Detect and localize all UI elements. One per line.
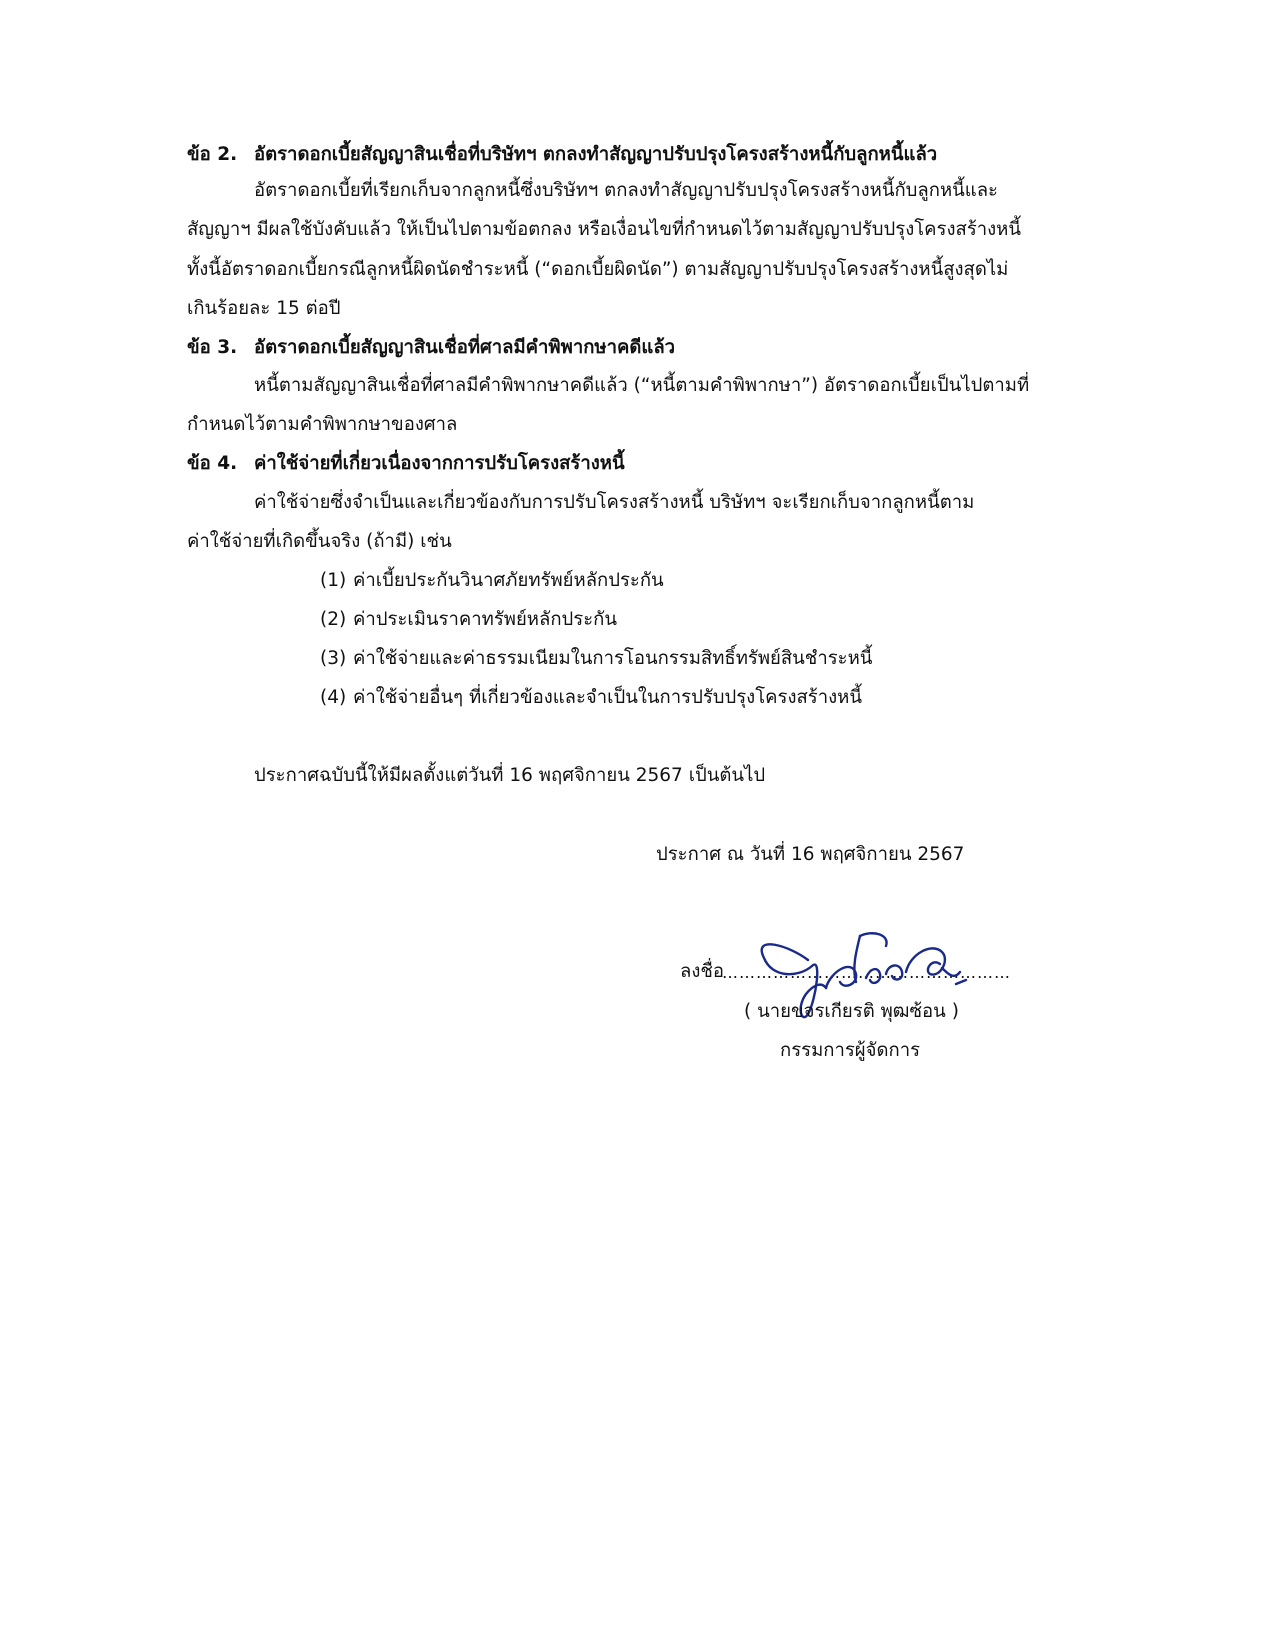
list-item-2-text: ค่าประเมินราคาทรัพย์หลักประกัน bbox=[353, 609, 617, 630]
list-item-4-number: (4) bbox=[320, 687, 347, 708]
signature-dotted-line: …………………………………………… bbox=[722, 963, 1011, 982]
signatory-name: ( นายขจรเกียรติ พุฒซ้อน ) bbox=[744, 1001, 959, 1022]
clause-2-number: ข้อ 2. bbox=[187, 144, 238, 165]
list-item-3-text: ค่าใช้จ่ายและค่าธรรมเนียมในการโอนกรรมสิทธิ์ทรัพย์สินชำระหนี้ bbox=[353, 648, 873, 669]
clause-3-line-2: กำหนดไว้ตามคำพิพากษาของศาล bbox=[187, 414, 458, 435]
effective-date-statement: ประกาศฉบับนี้ให้มีผลตั้งแต่วันที่ 16 พฤศจิกายน 2567 เป็นต้นไป bbox=[254, 765, 766, 786]
clause-4-line-2: ค่าใช้จ่ายที่เกิดขึ้นจริง (ถ้ามี) เช่น bbox=[187, 531, 452, 552]
clause-2-line-3: ทั้งนี้อัตราดอกเบี้ยกรณีลูกหนี้ผิดนัดชำระหนี้ (“ดอกเบี้ยผิดนัด”) ตามสัญญาปรับปรุงโครงสร้างหนี้สูงสุดไม่ bbox=[187, 259, 1009, 280]
clause-2-line-1: อัตราดอกเบี้ยที่เรียกเก็บจากลูกหนี้ซึ่งบริษัทฯ ตกลงทำสัญญาปรับปรุงโครงสร้างหนี้กับลูกหนี้และ bbox=[254, 180, 998, 201]
clause-3-number: ข้อ 3. bbox=[187, 337, 238, 358]
list-item-4-text: ค่าใช้จ่ายอื่นๆ ที่เกี่ยวข้องและจำเป็นในการปรับปรุงโครงสร้างหนี้ bbox=[353, 687, 862, 708]
clause-3-line-1: หนี้ตามสัญญาสินเชื่อที่ศาลมีคำพิพากษาคดีแล้ว (“หนี้ตามคำพิพากษา”) อัตราดอกเบี้ยเป็นไปตามที่ bbox=[254, 375, 1030, 396]
list-item-3-number: (3) bbox=[320, 648, 347, 669]
clause-3-title: อัตราดอกเบี้ยสัญญาสินเชื่อที่ศาลมีคำพิพากษาคดีแล้ว bbox=[254, 337, 676, 358]
announcement-date: ประกาศ ณ วันที่ 16 พฤศจิกายน 2567 bbox=[656, 844, 965, 865]
list-item-1-number: (1) bbox=[320, 570, 347, 591]
clause-4-number: ข้อ 4. bbox=[187, 453, 238, 474]
list-item-2-number: (2) bbox=[320, 609, 347, 630]
clause-2-line-4: เกินร้อยละ 15 ต่อปี bbox=[187, 298, 341, 319]
clause-2-line-2: สัญญาฯ มีผลใช้บังคับแล้ว ให้เป็นไปตามข้อตกลง หรือเงื่อนไขที่กำหนดไว้ตามสัญญาปรับปรุงโครงสร้างหนี้ bbox=[187, 219, 1022, 240]
clause-2-title: อัตราดอกเบี้ยสัญญาสินเชื่อที่บริษัทฯ ตกลงทำสัญญาปรับปรุงโครงสร้างหนี้กับลูกหนี้แล้ว bbox=[254, 144, 938, 165]
clause-4-line-1: ค่าใช้จ่ายซึ่งจำเป็นและเกี่ยวข้องกับการปรับโครงสร้างหนี้ บริษัทฯ จะเรียกเก็บจากลูกหนี้ตาม bbox=[254, 492, 975, 513]
clause-4-title: ค่าใช้จ่ายที่เกี่ยวเนื่องจากการปรับโครงสร้างหนี้ bbox=[254, 453, 625, 474]
signature-label: ลงชื่อ bbox=[680, 961, 725, 982]
list-item-1-text: ค่าเบี้ยประกันวินาศภัยทรัพย์หลักประกัน bbox=[353, 570, 664, 591]
signatory-position: กรรมการผู้จัดการ bbox=[780, 1040, 921, 1061]
